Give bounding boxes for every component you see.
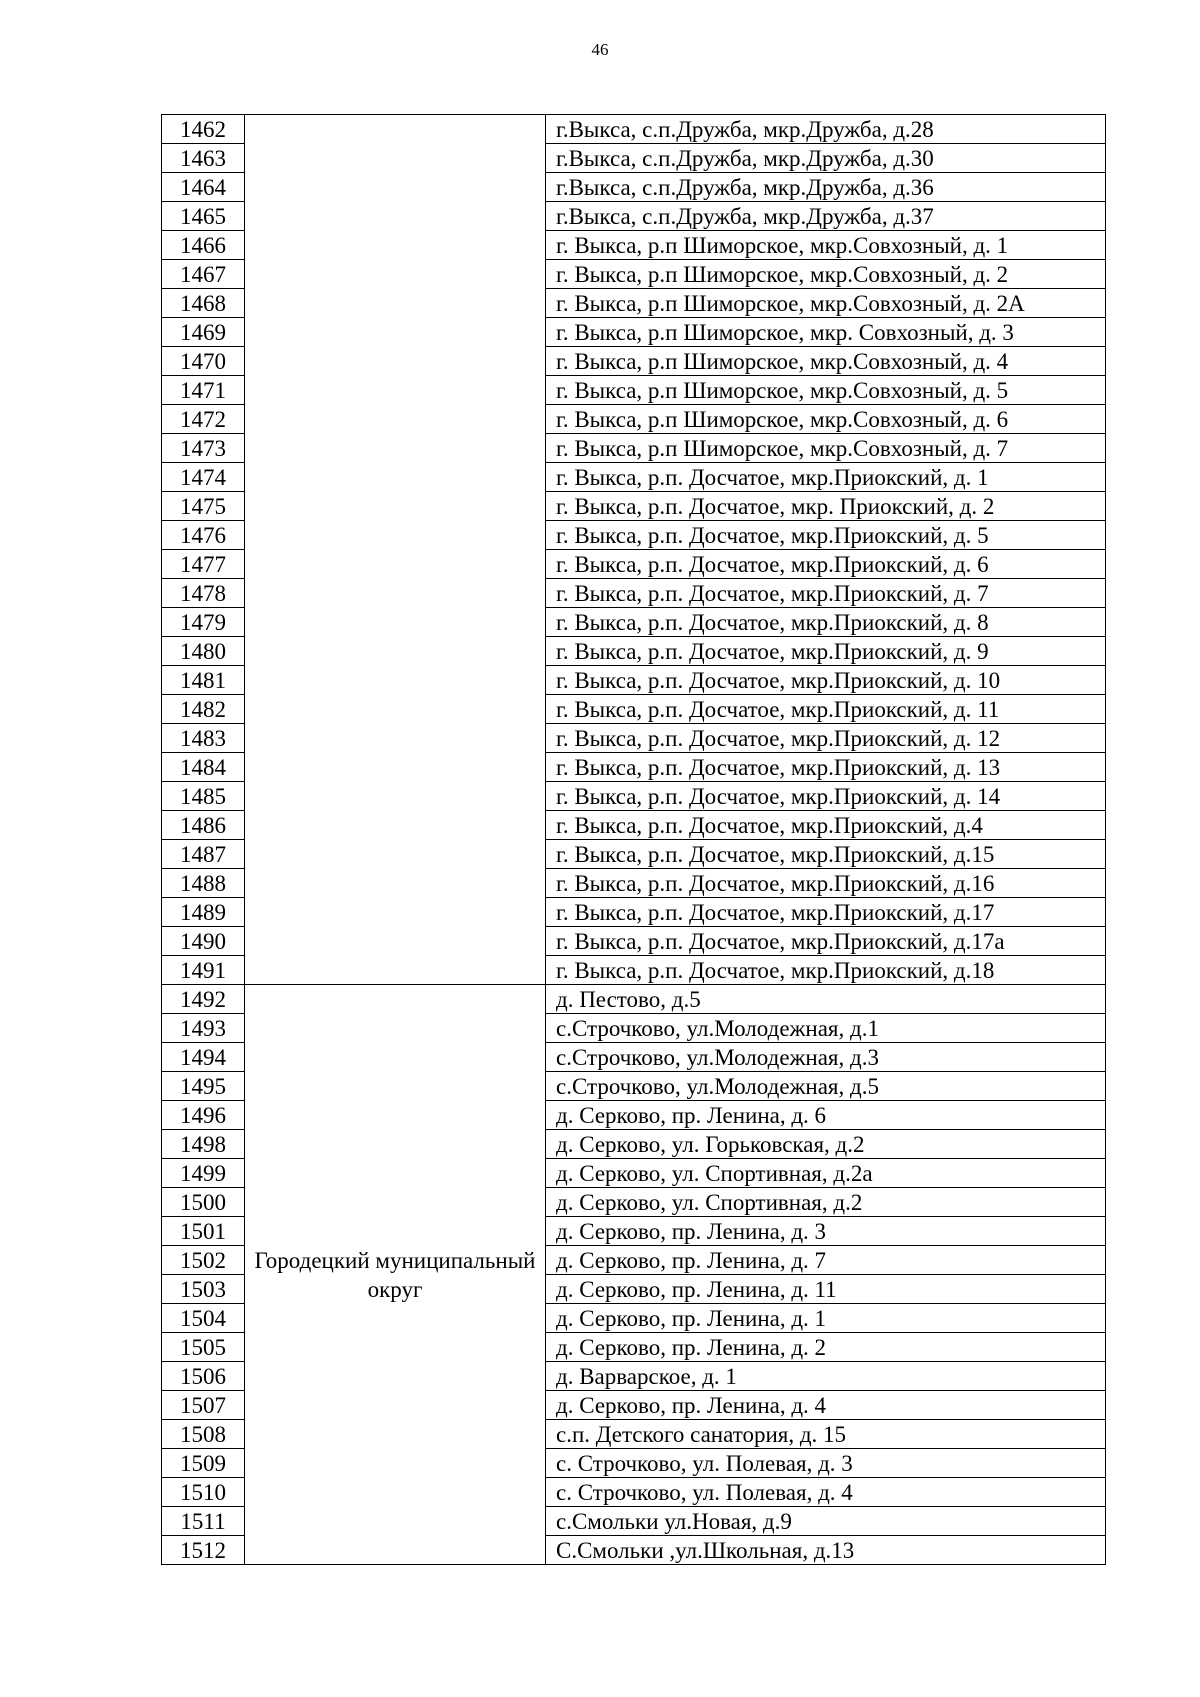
district-cell (245, 115, 546, 985)
address-registry-table (161, 114, 1106, 1565)
row-number-cell: 1470 (162, 347, 245, 376)
address-cell: г. Выкса, р.п Шиморское, мкр.Совхозный, д. 6 (546, 405, 1106, 434)
row-number-cell: 1501 (162, 1217, 245, 1246)
address-cell: г. Выкса, р.п. Досчатое, мкр.Приокский, д.17а (546, 927, 1106, 956)
address-cell: с.Строчково, ул.Молодежная, д.5 (546, 1072, 1106, 1101)
address-cell: с. Строчково, ул. Полевая, д. 4 (546, 1478, 1106, 1507)
row-number-cell: 1479 (162, 608, 245, 637)
address-cell: г. Выкса, р.п Шиморское, мкр.Совхозный, д. 4 (546, 347, 1106, 376)
district-cell: Городецкий муниципальный округ (245, 985, 546, 1565)
row-number-cell: 1502 (162, 1246, 245, 1275)
address-cell: д. Серково, пр. Ленина, д. 1 (546, 1304, 1106, 1333)
row-number-cell: 1496 (162, 1101, 245, 1130)
address-cell: с. Строчково, ул. Полевая, д. 3 (546, 1449, 1106, 1478)
address-cell: г. Выкса, р.п Шиморское, мкр. Совхозный, д. 3 (546, 318, 1106, 347)
address-cell: г. Выкса, р.п. Досчатое, мкр. Приокский, д. 2 (546, 492, 1106, 521)
row-number-cell: 1474 (162, 463, 245, 492)
row-number-cell: 1473 (162, 434, 245, 463)
address-cell: г. Выкса, р.п. Досчатое, мкр.Приокский, д. 12 (546, 724, 1106, 753)
row-number-cell: 1498 (162, 1130, 245, 1159)
address-cell: г. Выкса, р.п Шиморское, мкр.Совхозный, д. 7 (546, 434, 1106, 463)
row-number-cell: 1495 (162, 1072, 245, 1101)
row-number-cell: 1481 (162, 666, 245, 695)
row-number-cell: 1485 (162, 782, 245, 811)
row-number-cell: 1462 (162, 115, 245, 144)
address-cell: д. Серково, пр. Ленина, д. 7 (546, 1246, 1106, 1275)
row-number-cell: 1512 (162, 1536, 245, 1565)
address-cell: г. Выкса, р.п. Досчатое, мкр.Приокский, д.17 (546, 898, 1106, 927)
row-number-cell: 1510 (162, 1478, 245, 1507)
row-number-cell: 1468 (162, 289, 245, 318)
row-number-cell: 1489 (162, 898, 245, 927)
address-cell: г. Выкса, р.п. Досчатое, мкр.Приокский, д. 10 (546, 666, 1106, 695)
row-number-cell: 1469 (162, 318, 245, 347)
row-number-cell: 1499 (162, 1159, 245, 1188)
address-cell: г. Выкса, р.п. Досчатое, мкр.Приокский, д. 6 (546, 550, 1106, 579)
row-number-cell: 1507 (162, 1391, 245, 1420)
address-cell: с.Строчково, ул.Молодежная, д.1 (546, 1014, 1106, 1043)
address-cell: д. Серково, пр. Ленина, д. 6 (546, 1101, 1106, 1130)
address-cell: г. Выкса, р.п. Досчатое, мкр.Приокский, д. 11 (546, 695, 1106, 724)
address-cell: г.Выкса, с.п.Дружба, мкр.Дружба, д.36 (546, 173, 1106, 202)
row-number-cell: 1503 (162, 1275, 245, 1304)
row-number-cell: 1492 (162, 985, 245, 1014)
address-cell: г. Выкса, р.п. Досчатое, мкр.Приокский, д. 1 (546, 463, 1106, 492)
table-row (162, 985, 1106, 1014)
address-cell: г. Выкса, р.п. Досчатое, мкр.Приокский, д. 5 (546, 521, 1106, 550)
address-cell: г. Выкса, р.п. Досчатое, мкр.Приокский, д.18 (546, 956, 1106, 985)
address-cell: С.Смольки ,ул.Школьная, д.13 (546, 1536, 1106, 1565)
row-number-cell: 1472 (162, 405, 245, 434)
row-number-cell: 1500 (162, 1188, 245, 1217)
address-cell: г. Выкса, р.п. Досчатое, мкр.Приокский, д.4 (546, 811, 1106, 840)
row-number-cell: 1465 (162, 202, 245, 231)
row-number-cell: 1467 (162, 260, 245, 289)
address-cell: г. Выкса, р.п Шиморское, мкр.Совхозный, д. 2А (546, 289, 1106, 318)
row-number-cell: 1464 (162, 173, 245, 202)
row-number-cell: 1493 (162, 1014, 245, 1043)
address-cell: г.Выкса, с.п.Дружба, мкр.Дружба, д.37 (546, 202, 1106, 231)
row-number-cell: 1511 (162, 1507, 245, 1536)
address-cell: г. Выкса, р.п Шиморское, мкр.Совхозный, д. 1 (546, 231, 1106, 260)
address-cell: г.Выкса, с.п.Дружба, мкр.Дружба, д.30 (546, 144, 1106, 173)
row-number-cell: 1490 (162, 927, 245, 956)
address-cell: г. Выкса, р.п. Досчатое, мкр.Приокский, д. 14 (546, 782, 1106, 811)
address-cell: д. Серково, ул. Спортивная, д.2а (546, 1159, 1106, 1188)
address-cell: д. Пестово, д.5 (546, 985, 1106, 1014)
address-cell: д. Варварское, д. 1 (546, 1362, 1106, 1391)
address-cell: д. Серково, пр. Ленина, д. 11 (546, 1275, 1106, 1304)
address-cell: г. Выкса, р.п Шиморское, мкр.Совхозный, д. 5 (546, 376, 1106, 405)
address-cell: д. Серково, пр. Ленина, д. 3 (546, 1217, 1106, 1246)
table-row (162, 115, 1106, 144)
row-number-cell: 1466 (162, 231, 245, 260)
row-number-cell: 1494 (162, 1043, 245, 1072)
row-number-cell: 1483 (162, 724, 245, 753)
row-number-cell: 1484 (162, 753, 245, 782)
registry-table-body (162, 115, 1106, 1565)
row-number-cell: 1486 (162, 811, 245, 840)
address-cell: г. Выкса, р.п. Досчатое, мкр.Приокский, д. 9 (546, 637, 1106, 666)
address-cell: г. Выкса, р.п. Досчатое, мкр.Приокский, д.16 (546, 869, 1106, 898)
address-cell: г. Выкса, р.п. Досчатое, мкр.Приокский, д. 7 (546, 579, 1106, 608)
address-cell: д. Серково, пр. Ленина, д. 2 (546, 1333, 1106, 1362)
address-cell: д. Серково, пр. Ленина, д. 4 (546, 1391, 1106, 1420)
row-number-cell: 1505 (162, 1333, 245, 1362)
row-number-cell: 1476 (162, 521, 245, 550)
row-number-cell: 1478 (162, 579, 245, 608)
row-number-cell: 1491 (162, 956, 245, 985)
row-number-cell: 1506 (162, 1362, 245, 1391)
address-cell: с.Строчково, ул.Молодежная, д.3 (546, 1043, 1106, 1072)
page-number: 46 (591, 40, 609, 59)
row-number-cell: 1477 (162, 550, 245, 579)
row-number-cell: 1504 (162, 1304, 245, 1333)
row-number-cell: 1475 (162, 492, 245, 521)
row-number-cell: 1508 (162, 1420, 245, 1449)
address-cell: г. Выкса, р.п. Досчатое, мкр.Приокский, д. 13 (546, 753, 1106, 782)
row-number-cell: 1488 (162, 869, 245, 898)
address-cell: г. Выкса, р.п Шиморское, мкр.Совхозный, д. 2 (546, 260, 1106, 289)
address-cell: д. Серково, ул. Спортивная, д.2 (546, 1188, 1106, 1217)
row-number-cell: 1471 (162, 376, 245, 405)
address-cell: г. Выкса, р.п. Досчатое, мкр.Приокский, д. 8 (546, 608, 1106, 637)
address-cell: г.Выкса, с.п.Дружба, мкр.Дружба, д.28 (546, 115, 1106, 144)
row-number-cell: 1482 (162, 695, 245, 724)
address-cell: г. Выкса, р.п. Досчатое, мкр.Приокский, д.15 (546, 840, 1106, 869)
address-cell: д. Серково, ул. Горьковская, д.2 (546, 1130, 1106, 1159)
row-number-cell: 1463 (162, 144, 245, 173)
address-cell: с.Смольки ул.Новая, д.9 (546, 1507, 1106, 1536)
row-number-cell: 1509 (162, 1449, 245, 1478)
row-number-cell: 1480 (162, 637, 245, 666)
address-cell: с.п. Детского санатория, д. 15 (546, 1420, 1106, 1449)
row-number-cell: 1487 (162, 840, 245, 869)
